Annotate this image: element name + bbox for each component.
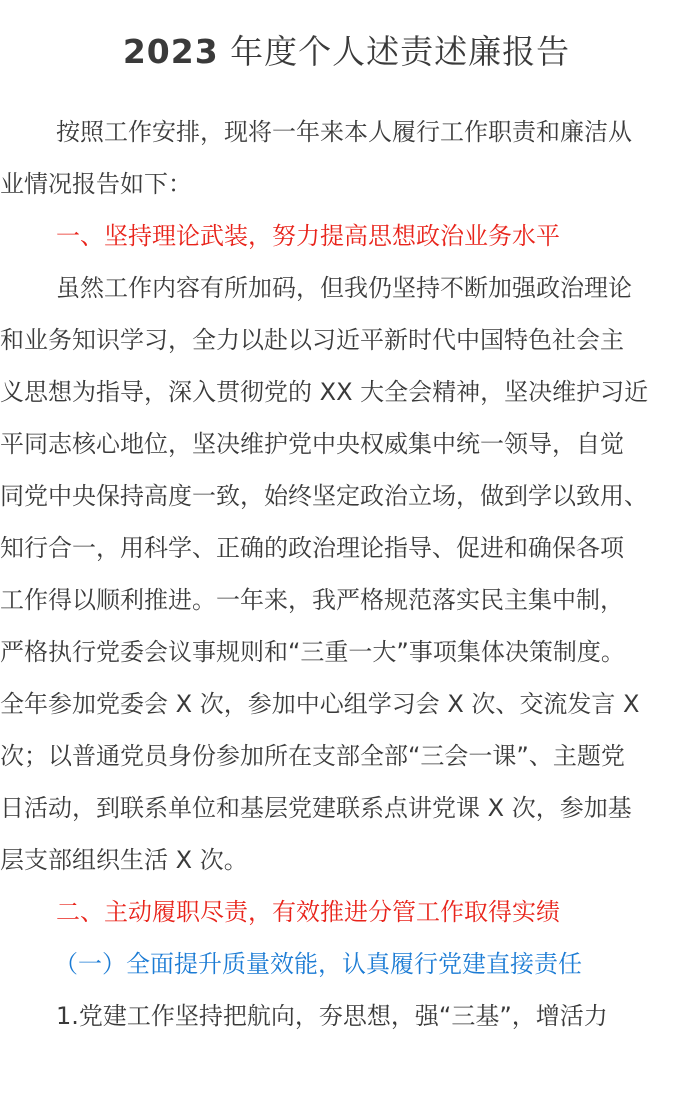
paragraph-line: 和业务知识学习，全力以赴以习近平新时代中国特色社会主 xyxy=(0,326,624,354)
paragraph-line: 层支部组织生活 X 次。 xyxy=(0,846,248,874)
paragraph-line: 知行合一，用科学、正确的政治理论指导、促进和确保各项 xyxy=(0,534,624,562)
paragraph-line: 严格执行党委会议事规则和“三重一大”事项集体决策制度。 xyxy=(0,638,625,666)
section-heading-2: 二、主动履职尽责，有效推进分管工作取得实绩 xyxy=(56,898,560,926)
paragraph-intro-line-1: 按照工作安排，现将一年来本人履行工作职责和廉洁从 xyxy=(56,118,632,146)
title-year: 2023 xyxy=(122,32,219,71)
section-heading-1: 一、坚持理论武装，努力提高思想政治业务水平 xyxy=(56,222,560,250)
paragraph-line: 工作得以顺利推进。一年来，我严格规范落实民主集中制， xyxy=(0,586,624,614)
title-text: 年度个人述责述廉报告 xyxy=(218,32,571,71)
document-title xyxy=(0,28,693,76)
paragraph-line: 次；以普通党员身份参加所在支部全部“三会一课”、主题党 xyxy=(0,742,625,770)
subsection-heading-1: （一）全面提升质量效能，认真履行党建直接责任 xyxy=(54,950,582,978)
paragraph-line: 义思想为指导，深入贯彻党的 XX 大全会精神，坚决维护习近 xyxy=(0,378,649,406)
paragraph-intro-line-2: 业情况报告如下： xyxy=(0,170,192,198)
paragraph-line: 日活动，到联系单位和基层党建联系点讲党课 X 次，参加基 xyxy=(0,794,632,822)
paragraph-line: 虽然工作内容有所加码，但我仍坚持不断加强政治理论 xyxy=(56,274,632,302)
paragraph-line: 平同志核心地位，坚决维护党中央权威集中统一领导，自觉 xyxy=(0,430,624,458)
paragraph-line: 全年参加党委会 X 次，参加中心组学习会 X 次、交流发言 X xyxy=(0,690,640,718)
paragraph-line: 1.党建工作坚持把航向，夯思想，强“三基”，增活力 xyxy=(56,1002,608,1030)
paragraph-line: 同党中央保持高度一致，始终坚定政治立场，做到学以致用、 xyxy=(0,482,648,510)
